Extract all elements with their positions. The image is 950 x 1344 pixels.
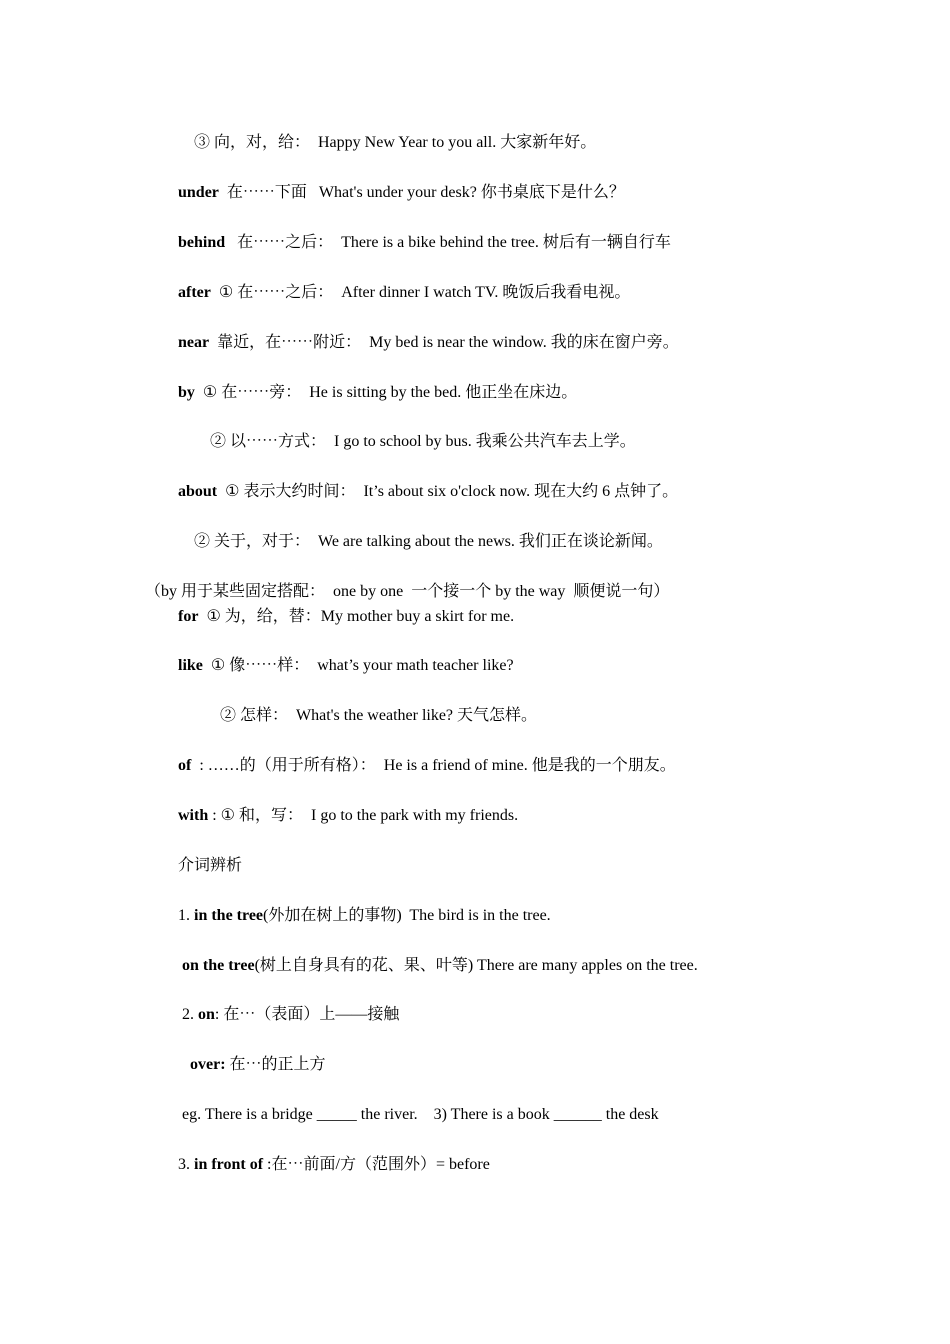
text-line-20 [190,1055,326,1075]
bold-term: after [178,284,211,301]
text-line-18 [182,956,698,976]
bold-term: like [178,657,203,674]
text-segment: ① 表示大约时间： It’s about six o'clock now. 现在大约 6 点钟了。 [217,483,679,500]
text-segment: : 在⋯（表面）上——接触 [214,1006,400,1023]
text-segment: 1. [178,907,194,924]
text-segment: :在⋯前面/方（范围外）= before [263,1156,490,1173]
text-segment: 介词辨析 [178,857,243,874]
text-segment: ② 关于，对于： We are talking about the news. 我们正在谈论新闻。 [194,533,663,550]
text-line-1 [194,133,596,153]
text-line-7 [210,432,636,452]
text-line-15 [178,806,518,826]
text-line-11 [178,607,514,627]
text-line-22 [178,1155,490,1175]
text-line-17 [178,906,551,926]
text-segment: 在⋯的正上方 [225,1056,326,1073]
bold-term: near [178,334,210,351]
text-segment: 2. [182,1006,198,1023]
text-segment: ② 以⋯⋯方式： I go to school by bus. 我乘公共汽车去上学。 [210,433,636,450]
text-line-16 [178,856,242,876]
text-line-2 [178,183,625,203]
bold-term: on [198,1006,215,1023]
bold-term: with [178,807,209,824]
bold-term: for [178,608,199,625]
text-line-9 [194,532,663,552]
text-line-14 [178,756,676,776]
text-segment: 3. [178,1156,194,1173]
text-line-8 [178,482,678,502]
bold-term: about [178,483,218,500]
text-line-12 [178,656,514,676]
text-segment: ① 在⋯⋯旁： He is sitting by the bed. 他正坐在床边。 [194,384,578,401]
text-segment: ① 为，给，替：My mother buy a skirt for me. [198,608,515,625]
text-segment: ③ 向，对，给： Happy New Year to you all. 大家新年好。 [194,134,597,151]
text-line-10 [145,582,669,602]
bold-term: behind [178,234,226,251]
text-line-3 [178,233,671,253]
text-segment: : ……的（用于所有格）： He is a friend of mine. 他是我的一个朋友。 [191,757,676,774]
text-line-4 [178,283,630,303]
bold-term: over: [190,1056,226,1073]
text-line-21 [182,1105,659,1125]
text-segment: (树上自身具有的花、果、叶等) There are many apples on the tree. [254,957,698,974]
text-segment: 在⋯⋯之后： There is a bike behind the tree. 树后有一辆自行车 [225,234,671,251]
text-segment: 在⋯⋯下面 What's under your desk? 你书桌底下是什么？ [218,184,625,201]
bold-term: under [178,184,219,201]
text-segment: （by 用于某些固定搭配： one by one 一个接一个 by the way 顺便说一句） [145,583,670,600]
text-segment: eg. There is a bridge _____ the river. 3) There is a book ______ the desk [182,1106,659,1123]
bold-term: on the tree [182,957,255,974]
text-segment: : ① 和，写： I go to the park with my friends. [208,807,519,824]
text-line-19 [182,1005,399,1025]
bold-term: by [178,384,195,401]
text-segment: (外加在树上的事物) The bird is in the tree. [263,907,551,924]
text-segment: ① 在⋯⋯之后： After dinner I watch TV. 晚饭后我看电视。 [210,284,631,301]
bold-term: of [178,757,192,774]
text-segment: ① 像⋯⋯样： what’s your math teacher like? [202,657,514,674]
text-line-5 [178,333,679,353]
text-line-13 [220,706,537,726]
bold-term: in the tree [194,907,264,924]
text-line-6 [178,383,577,403]
text-segment: ② 怎样： What's the weather like? 天气怎样。 [220,707,538,724]
bold-term: in front of [194,1156,264,1173]
text-segment: 靠近，在⋯⋯附近： My bed is near the window. 我的床在窗户旁。 [209,334,679,351]
